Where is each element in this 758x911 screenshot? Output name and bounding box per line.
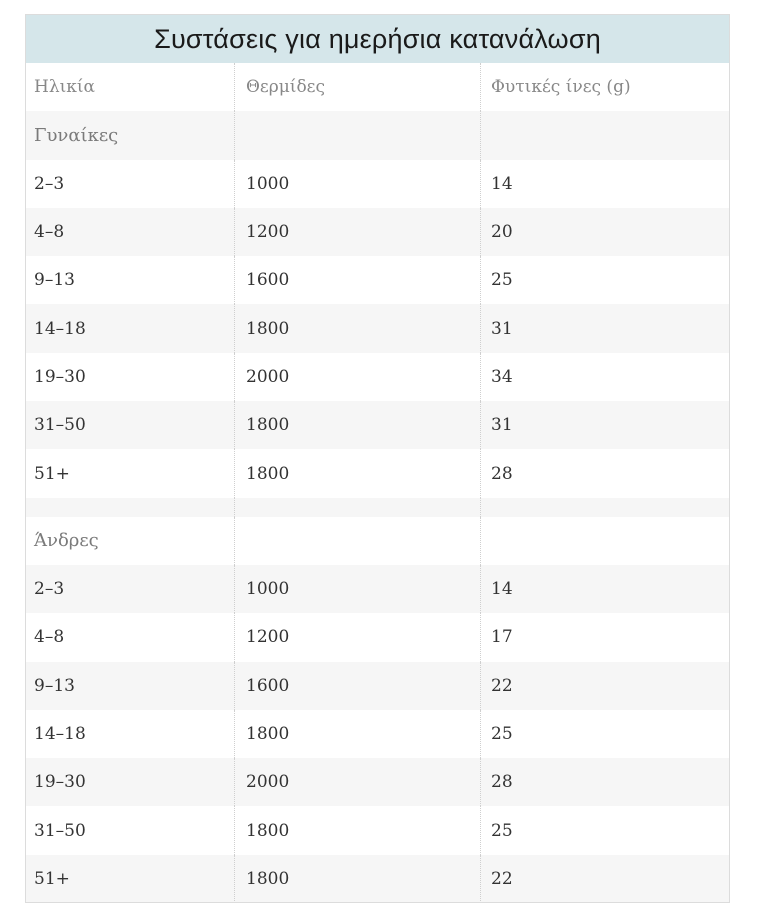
- table-row: [26, 449, 729, 497]
- table-row: [26, 710, 729, 758]
- age-cell: 14–18: [26, 710, 235, 758]
- header-fiber: Φυτικές ίνες (g): [491, 77, 631, 98]
- age-cell: 9–13: [26, 256, 235, 304]
- table-row: [26, 806, 729, 854]
- age-cell: 31–50: [26, 806, 235, 854]
- spacer-row: [26, 498, 729, 517]
- fiber-cell: 28: [491, 772, 513, 793]
- age-cell: 51+: [26, 449, 235, 497]
- age-cell: 2–3: [26, 565, 235, 613]
- calories-cell: 1800: [235, 806, 481, 854]
- fiber-cell: 31: [491, 415, 513, 436]
- empty-cell: [481, 498, 729, 517]
- table-title: Συστάσεις για ημερήσια κατανάλωση: [26, 15, 729, 63]
- fiber-cell: 31: [491, 318, 513, 339]
- table-row: [26, 401, 729, 449]
- group-label: Άνδρες: [26, 517, 235, 565]
- calories-cell: 2000: [235, 758, 481, 806]
- age-cell: 19–30: [26, 758, 235, 806]
- empty-cell: [26, 498, 235, 517]
- calories-cell: 1000: [235, 565, 481, 613]
- table-row: [26, 353, 729, 401]
- calories-cell: 1800: [235, 304, 481, 352]
- age-cell: 9–13: [26, 662, 235, 710]
- calories-cell: 1000: [235, 160, 481, 208]
- group-label: Γυναίκες: [26, 111, 235, 159]
- fiber-cell: 25: [491, 270, 513, 291]
- calories-cell: 1800: [235, 855, 481, 903]
- fiber-cell: 17: [491, 627, 513, 648]
- calories-cell: 1800: [235, 449, 481, 497]
- fiber-cell: 28: [491, 463, 513, 484]
- header-row: [26, 63, 729, 111]
- fiber-cell: 34: [491, 366, 513, 387]
- calories-cell: 1800: [235, 401, 481, 449]
- table-row: [26, 304, 729, 352]
- empty-cell: [481, 111, 729, 159]
- fiber-cell: 14: [491, 173, 513, 194]
- age-cell: 14–18: [26, 304, 235, 352]
- table-row: [26, 565, 729, 613]
- empty-cell: [235, 498, 481, 517]
- empty-cell: [235, 111, 481, 159]
- table-row: [26, 613, 729, 661]
- header-age: Ηλικία: [26, 63, 235, 111]
- fiber-cell: 22: [491, 868, 513, 889]
- table-row: [26, 208, 729, 256]
- group-row-women: [26, 111, 729, 159]
- age-cell: 31–50: [26, 401, 235, 449]
- recommendations-table: [25, 14, 730, 903]
- age-cell: 4–8: [26, 208, 235, 256]
- empty-cell: [481, 517, 729, 565]
- age-cell: 51+: [26, 855, 235, 903]
- header-calories: Θερμίδες: [235, 63, 481, 111]
- table-row: [26, 160, 729, 208]
- age-cell: 19–30: [26, 353, 235, 401]
- calories-cell: 1200: [235, 208, 481, 256]
- age-cell: 4–8: [26, 613, 235, 661]
- empty-cell: [235, 517, 481, 565]
- group-row-men: [26, 517, 729, 565]
- table-row: [26, 758, 729, 806]
- calories-cell: 1600: [235, 662, 481, 710]
- calories-cell: 1200: [235, 613, 481, 661]
- age-cell: 2–3: [26, 160, 235, 208]
- fiber-cell: 25: [491, 724, 513, 744]
- calories-cell: 1800: [235, 710, 481, 758]
- table-row: [26, 662, 729, 710]
- table-row: [26, 855, 729, 903]
- fiber-cell: 14: [491, 579, 513, 600]
- calories-cell: 2000: [235, 353, 481, 401]
- fiber-cell: 22: [491, 675, 513, 696]
- table-row: [26, 256, 729, 304]
- calories-cell: 1600: [235, 256, 481, 304]
- fiber-cell: 20: [491, 222, 513, 243]
- fiber-cell: 25: [491, 820, 513, 841]
